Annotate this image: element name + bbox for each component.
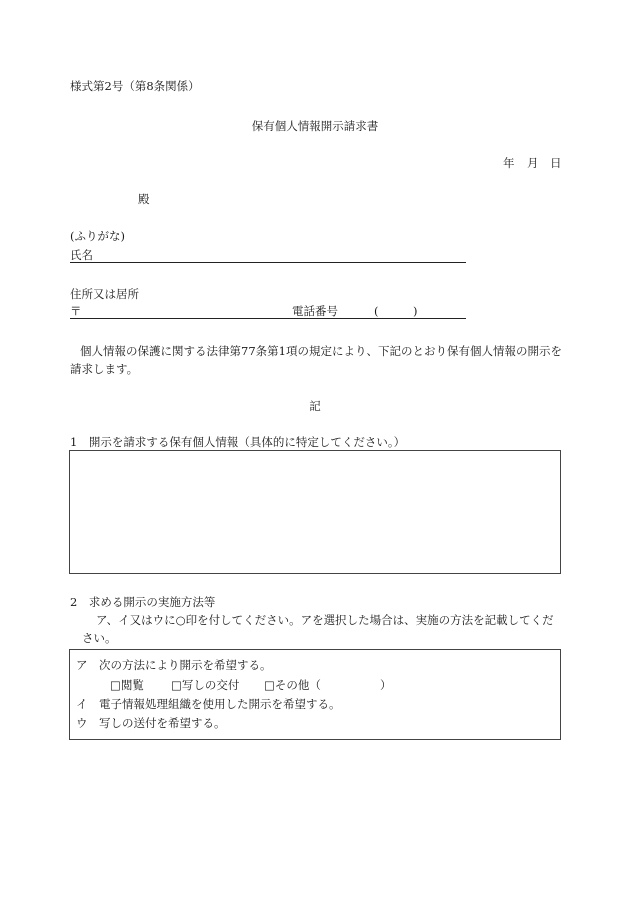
method-other-checkbox[interactable]: □その他（: [264, 678, 321, 692]
method-copy-checkbox[interactable]: □写しの交付: [171, 678, 240, 692]
form-title: 保有個人情報開示請求書: [251, 119, 379, 133]
option-a[interactable]: ア 次の方法により開示を希望する。: [76, 658, 272, 672]
intro-line-1: 個人情報の保護に関する法律第77条第1項の規定により、下記のとおり保有個人情報の開示を: [80, 344, 562, 358]
postal-mark: 〒: [70, 304, 82, 318]
ki-heading: 記: [309, 399, 321, 413]
addressee-suffix: 殿: [138, 192, 150, 206]
disclosure-method-box: [69, 649, 561, 740]
address-label: 住所又は居所: [70, 287, 139, 301]
phone-label: 電話番号: [292, 304, 338, 318]
name-underline: [70, 262, 466, 263]
requested-info-box[interactable]: [69, 450, 561, 574]
method-other-close: ）: [380, 678, 392, 692]
furigana-label: (ふりがな): [70, 229, 125, 243]
section1-title: 1 開示を請求する保有個人情報（具体的に特定してください。）: [70, 435, 406, 449]
phone-paren-open: (: [374, 304, 379, 318]
section2-title: 2 求める開示の実施方法等: [70, 595, 216, 609]
section2-instruction-line-1: ア、イ又はウに○印を付してください。アを選択した場合は、実施の方法を記載してくだ: [96, 613, 554, 627]
phone-paren-close: ): [413, 304, 418, 318]
address-underline: [70, 318, 466, 319]
option-u[interactable]: ウ 写しの送付を希望する。: [76, 716, 226, 730]
date-year-label: 年: [503, 156, 515, 170]
intro-line-2: 請求します。: [70, 362, 139, 376]
option-i[interactable]: イ 電子情報処理組織を使用した開示を希望する。: [76, 697, 341, 711]
section2-instruction-line-2: さい。: [82, 631, 117, 645]
form-number: 様式第2号（第8条関係）: [70, 79, 200, 93]
date-month-label: 月: [527, 156, 539, 170]
date-day-label: 日: [550, 156, 562, 170]
name-label: 氏名: [70, 248, 93, 262]
method-view-checkbox[interactable]: □閲覧: [110, 678, 144, 692]
